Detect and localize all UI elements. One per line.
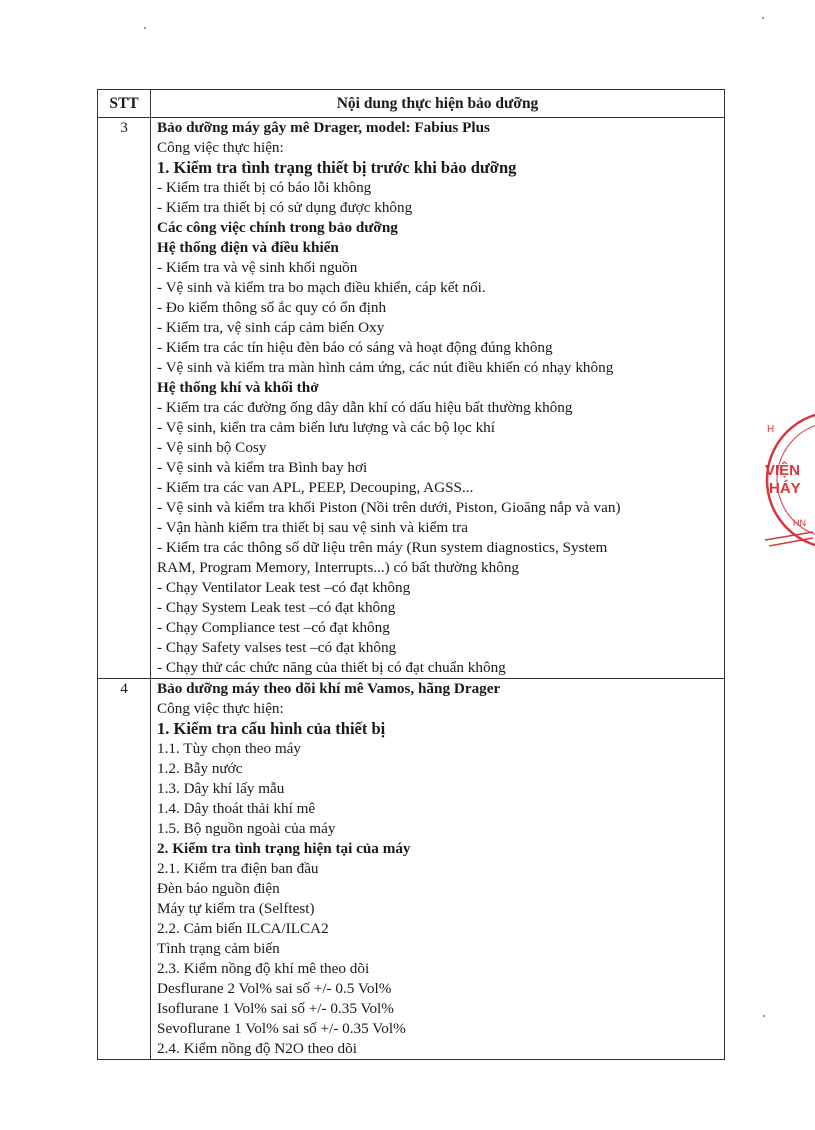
content-line: RAM, Program Memory, Interrupts...) có bất thường không	[157, 559, 520, 576]
content-line: - Kiểm tra các thông số dữ liệu trên máy (Run system diagnostics, System	[157, 539, 608, 556]
stamp-bottom-letters: HN	[793, 518, 806, 528]
content-line: - Chạy thử các chức năng của thiết bị có đạt chuẩn không	[157, 659, 506, 676]
stt-cell: 4	[98, 679, 151, 1060]
content-line: - Kiểm tra các van APL, PEEP, Decouping, AGSS...	[157, 479, 474, 496]
content-line: - Vệ sinh và kiểm tra Bình bay hơi	[157, 459, 368, 476]
section-heading: Hệ thống điện và điều khiển	[157, 239, 339, 256]
scan-speck	[762, 17, 764, 19]
content-line: 2.1. Kiểm tra điện ban đầu	[157, 860, 319, 877]
table-row	[98, 679, 725, 1060]
content-line: - Kiểm tra và vệ sinh khối nguồn	[157, 259, 358, 276]
content-line: - Vận hành kiểm tra thiết bị sau vệ sinh và kiểm tra	[157, 519, 468, 536]
content-line: 1.5. Bộ nguồn ngoài của máy	[157, 820, 336, 837]
content-line: 1.4. Dây thoát thải khí mê	[157, 800, 316, 817]
content-line: Công việc thực hiện:	[157, 700, 284, 717]
section-heading: Bảo dưỡng máy theo dõi khí mê Vamos, hãng Drager	[157, 680, 501, 697]
content-line: 2.3. Kiểm nồng độ khí mê theo dõi	[157, 960, 370, 977]
scan-speck	[144, 27, 146, 29]
content-cell	[151, 679, 725, 1060]
table-row	[98, 118, 725, 679]
content-line: - Vệ sinh, kiển tra cảm biến lưu lượng và các bộ lọc khí	[157, 419, 495, 436]
section-heading: Hệ thống khí và khối thở	[157, 379, 319, 396]
content-line: - Kiểm tra, vệ sinh cáp cảm biến Oxy	[157, 319, 385, 336]
content-cell	[151, 118, 725, 679]
content-line: - Vệ sinh và kiểm tra khối Piston (Nồi trên dưới, Piston, Gioăng nắp và van)	[157, 499, 621, 516]
content-line: - Chạy Compliance test –có đạt không	[157, 619, 390, 636]
content-line: 2.2. Cảm biến ILCA/ILCA2	[157, 920, 329, 937]
stamp-top-letter: H	[767, 424, 775, 435]
content-line: Máy tự kiểm tra (Selftest)	[157, 900, 315, 917]
section-heading: 1. Kiểm tra cấu hình của thiết bị	[157, 719, 386, 738]
table-header-row	[98, 90, 725, 118]
content-line: - Kiểm tra thiết bị có sử dụng được không	[157, 199, 413, 216]
content-line: Sevoflurane 1 Vol% sai số +/- 0.35 Vol%	[157, 1020, 406, 1037]
content-line: - Đo kiểm thông số ắc quy có ổn định	[157, 299, 387, 316]
content-line: - Kiểm tra các đường ống dây dẫn khí có dấu hiệu bất thường không	[157, 399, 573, 416]
stamp-text-line1: VIỆN	[765, 462, 801, 479]
content-line: 1.3. Dây khí lấy mẫu	[157, 780, 285, 797]
stt-cell: 3	[98, 118, 151, 679]
maintenance-table	[97, 89, 725, 1060]
content-line: Desflurane 2 Vol% sai số +/- 0.5 Vol%	[157, 980, 392, 997]
section-heading: 1. Kiểm tra tình trạng thiết bị trước khi bảo dưỡng	[157, 158, 517, 177]
section-heading: Các công việc chính trong bảo dưỡng	[157, 219, 398, 236]
content-line: - Kiểm tra các tín hiệu đèn báo có sáng và hoạt động đúng không	[157, 339, 553, 356]
section-heading: Bảo dưỡng máy gây mê Drager, model: Fabius Plus	[157, 119, 490, 136]
content-line: 1.2. Bẫy nước	[157, 760, 243, 777]
content-line: - Chạy Ventilator Leak test –có đạt không	[157, 579, 411, 596]
red-stamp	[755, 408, 815, 553]
header-content: Nội dung thực hiện bảo dưỡng	[151, 90, 725, 118]
stamp-text-line2: HÁY	[769, 480, 801, 497]
content-line: 1.1. Tùy chọn theo máy	[157, 740, 301, 757]
content-line: Tình trạng cảm biến	[157, 940, 280, 957]
content-line: - Vệ sinh bộ Cosy	[157, 439, 267, 456]
content-line: 2.4. Kiểm nồng độ N2O theo dõi	[157, 1040, 357, 1057]
section-heading: 2. Kiểm tra tình trạng hiện tại của máy	[157, 840, 411, 857]
content-line: - Chạy Safety valses test –có đạt không	[157, 639, 397, 656]
scan-speck	[763, 1015, 765, 1017]
content-line: Đèn báo nguồn điện	[157, 880, 280, 897]
content-line: - Chạy System Leak test –có đạt không	[157, 599, 396, 616]
header-stt: STT	[98, 90, 151, 118]
content-line: - Vệ sinh và kiểm tra bo mạch điều khiển, cáp kết nối.	[157, 279, 486, 296]
content-line: - Vệ sinh và kiểm tra màn hình cảm ứng, các nút điều khiển có nhạy không	[157, 359, 614, 376]
content-line: - Kiểm tra thiết bị có báo lỗi không	[157, 179, 372, 196]
content-line: Công việc thực hiện:	[157, 139, 284, 156]
content-line: Isoflurane 1 Vol% sai số +/- 0.35 Vol%	[157, 1000, 394, 1017]
